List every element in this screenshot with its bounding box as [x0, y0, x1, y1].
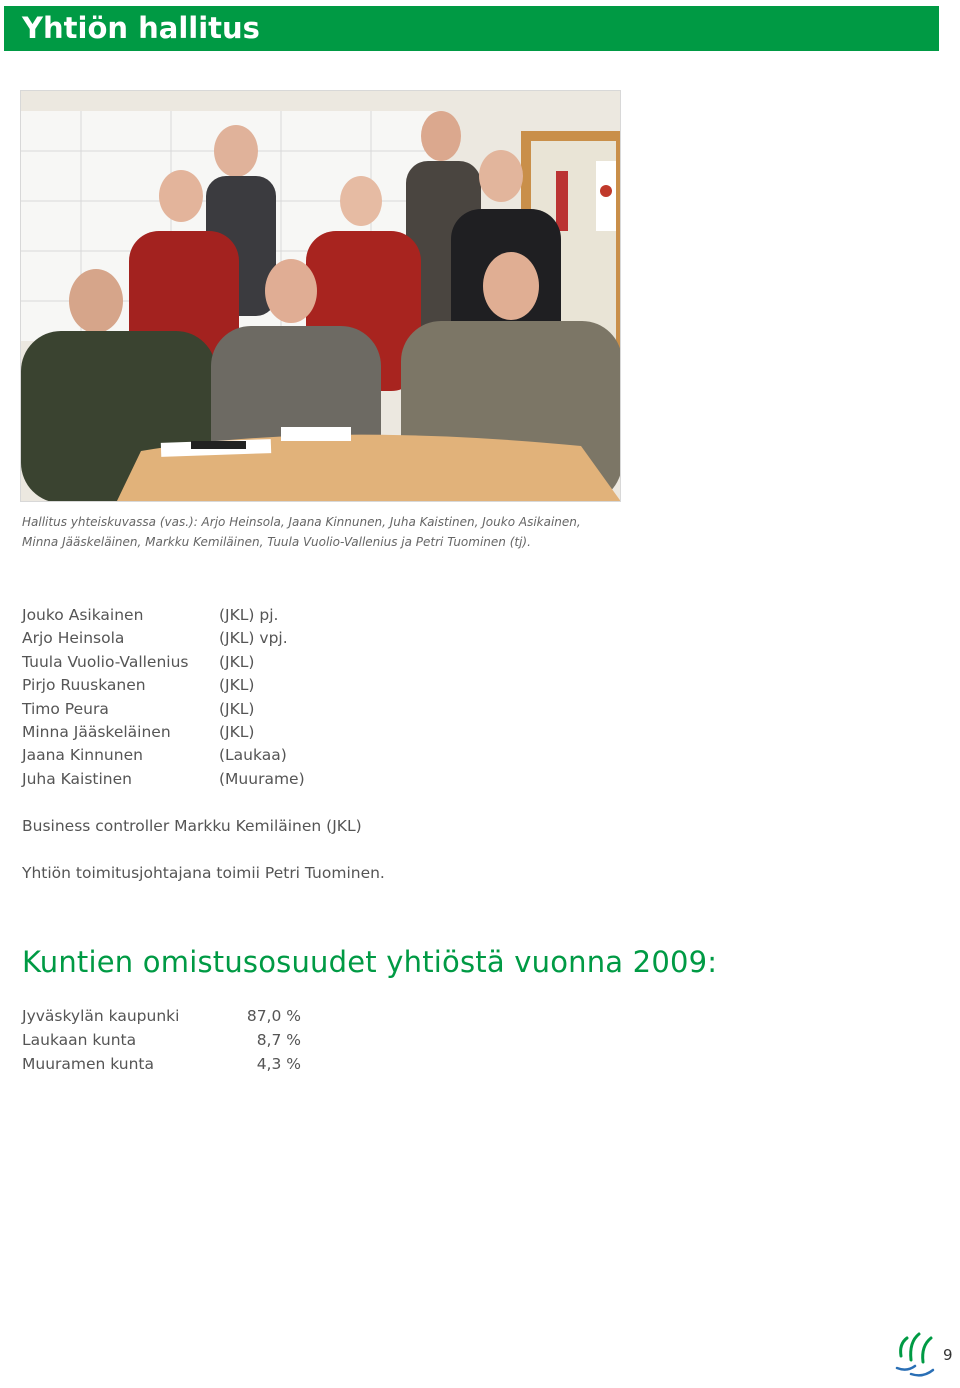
- member-role: (Laukaa): [219, 746, 287, 765]
- ownership-share: 8,7 %: [256, 1031, 301, 1049]
- member-name: Jaana Kinnunen: [22, 746, 143, 765]
- board-group-photo: [20, 90, 621, 502]
- ownership-share: 87,0 %: [246, 1007, 301, 1025]
- member-name: Jouko Asikainen: [22, 606, 144, 624]
- business-controller-text: Business controller Markku Kemiläinen (JKL): [22, 817, 362, 835]
- member-name: Arjo Heinsola: [22, 629, 125, 648]
- member-name: Minna Jääskeläinen: [22, 723, 171, 742]
- member-role: (JKL): [219, 699, 255, 718]
- ownership-row: [22, 1052, 322, 1076]
- ceo-text: Yhtiön toimitusjohtajana toimii Petri Tuominen.: [22, 864, 385, 882]
- board-member-row: [22, 768, 442, 791]
- member-role: (JKL): [219, 723, 255, 742]
- member-name: Timo Peura: [22, 699, 109, 718]
- board-member-row: [22, 651, 442, 674]
- photo-caption: [22, 512, 662, 552]
- member-role: (JKL) pj.: [219, 606, 279, 624]
- member-name: Tuula Vuolio-Vallenius: [22, 652, 189, 671]
- ownership-title: Kuntien omistusosuudet yhtiöstä vuonna 2009:: [22, 945, 718, 979]
- board-member-row: [22, 721, 442, 744]
- caption-line: Minna Jääskeläinen, Markku Kemiläinen, Tuula Vuolio-Vallenius ja Petri Tuominen (tj).: [22, 535, 531, 549]
- board-member-row: [22, 698, 442, 721]
- municipality-name: Laukaan kunta: [22, 1031, 137, 1049]
- page-title: Yhtiön hallitus: [22, 11, 260, 45]
- board-member-row: [22, 674, 442, 697]
- ownership-row: [22, 1028, 322, 1052]
- company-logo-icon: [893, 1326, 943, 1382]
- ownership-row: [22, 1004, 322, 1028]
- caption-line: Hallitus yhteiskuvassa (vas.): Arjo Heinsola, Jaana Kinnunen, Juha Kaistinen, Jouko Asikainen,: [22, 515, 581, 529]
- member-role: (JKL): [219, 652, 255, 671]
- member-name: Pirjo Ruuskanen: [22, 676, 146, 695]
- ownership-table: [22, 1004, 322, 1076]
- member-name: Juha Kaistinen: [22, 769, 132, 788]
- board-member-row: [22, 627, 442, 650]
- board-member-row: [22, 744, 442, 767]
- page-header: [4, 6, 939, 51]
- board-members-list: [22, 604, 442, 791]
- ownership-share: 4,3 %: [256, 1055, 301, 1073]
- member-role: (JKL) vpj.: [219, 629, 288, 648]
- municipality-name: Muuramen kunta: [22, 1055, 154, 1073]
- member-role: (Muurame): [219, 769, 305, 788]
- board-member-row: [22, 604, 442, 627]
- municipality-name: Jyväskylän kaupunki: [22, 1007, 180, 1025]
- member-role: (JKL): [219, 676, 255, 695]
- page-number: 9: [943, 1346, 953, 1364]
